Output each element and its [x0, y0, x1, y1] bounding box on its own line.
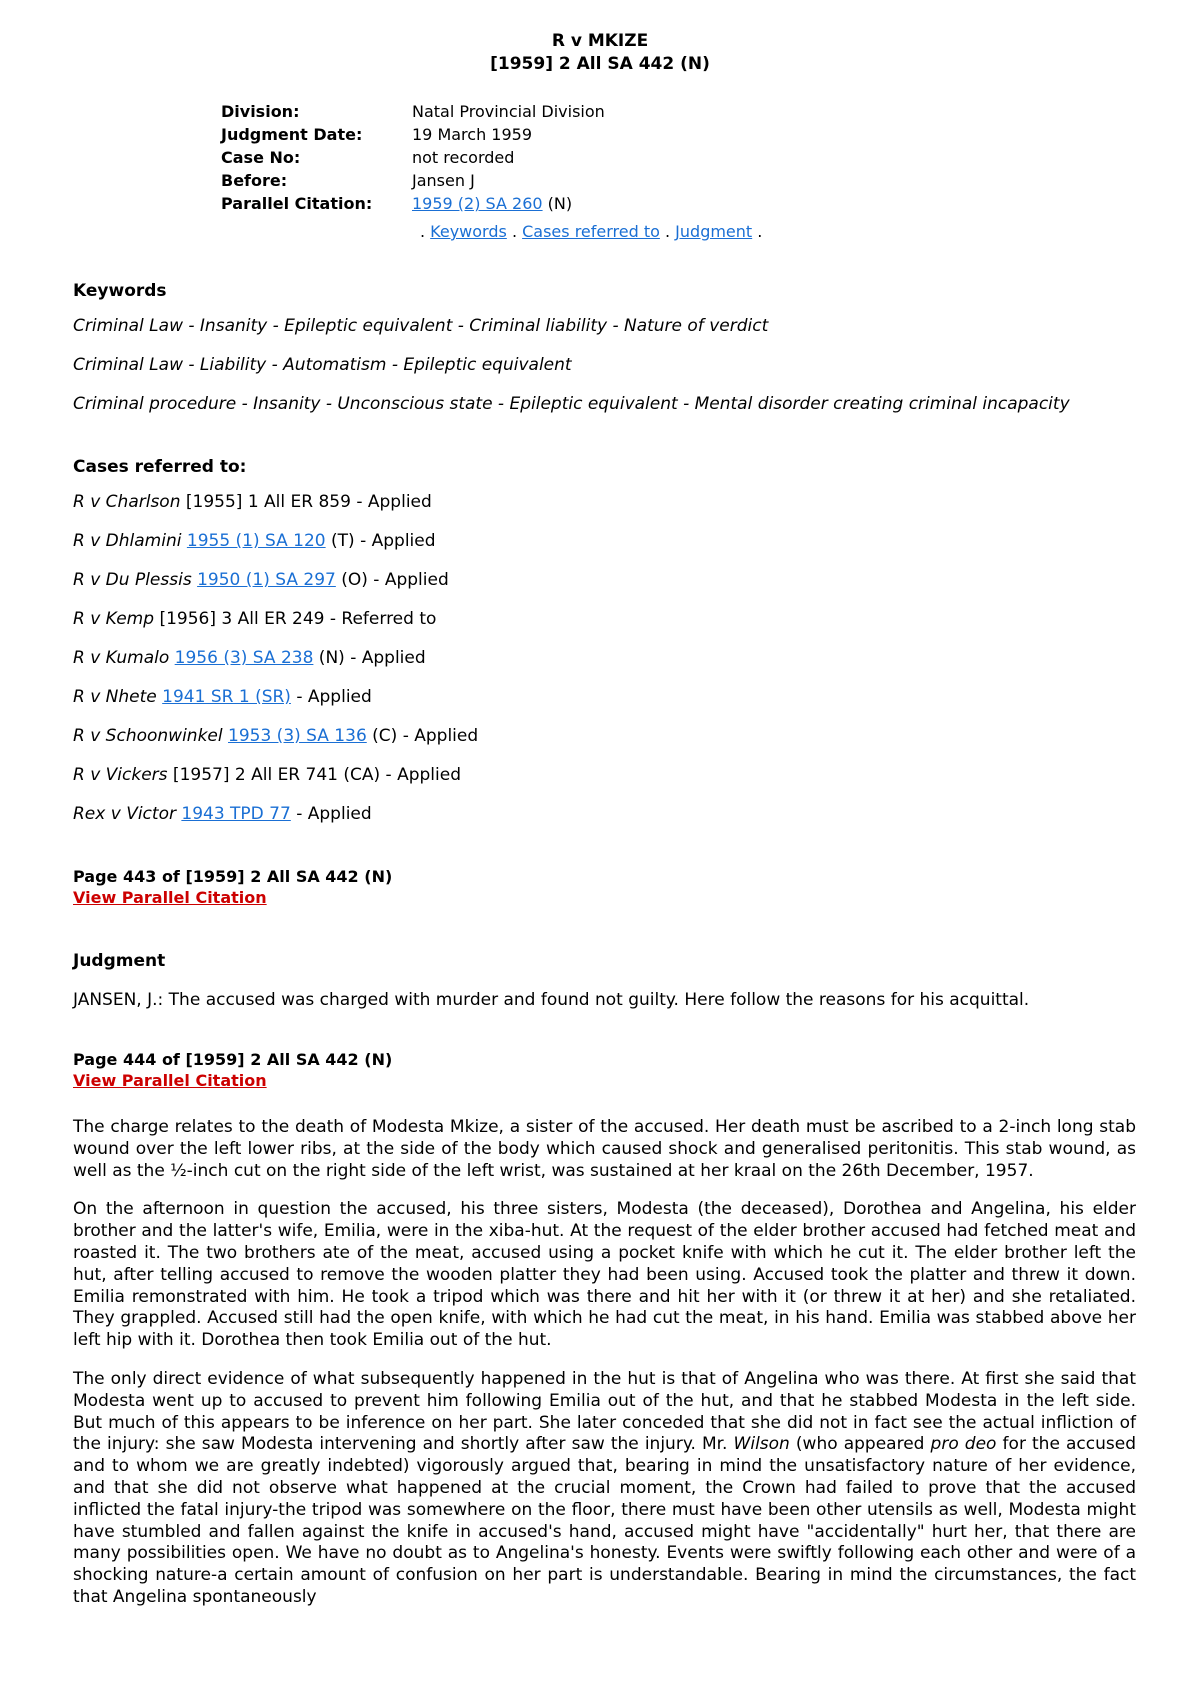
case-name: R v Charlson	[73, 492, 181, 512]
case-metadata	[221, 100, 605, 215]
judgment-paragraph: On the afternoon in question the accused, his three sisters, Modesta (the deceased), Dorothea and Angelina, his elder brother and the latter's wife, Emilia, were in the xiba-hut. At the request of the elder brother accused had fetched meat and roasted it. The two brothers ate of the meat, accused using a pocket knife with which he cut it. The elder brother left the hut, after telling accused to remove the wooden platter they had been using. Accused took the platter and threw it down. Emilia remonstrated with him. He took a tripod which was there and hit her with it (or threw it at her) and she retaliated. They grappled. Accused still had the open knife, with which he had cut the meat, in his hand. Emilia was stabbed above her left hip with it. Dorothea then took Emilia out of the hut.	[73, 1199, 1136, 1351]
case-name: R v Du Plessis	[73, 570, 192, 590]
case-name: R v Kumalo	[73, 648, 170, 668]
parallel-value	[412, 192, 572, 215]
case-name: R v Dhlamini	[73, 531, 182, 551]
before-label: Before:	[221, 171, 288, 190]
meta-division	[221, 100, 605, 123]
case-name: R v Nhete	[73, 687, 157, 707]
view-parallel-citation-link[interactable]: View Parallel Citation	[73, 1071, 267, 1090]
keywords-heading: Keywords	[73, 281, 167, 301]
before-value: Jansen J	[412, 171, 475, 190]
page-reference: Page 443 of [1959] 2 All SA 442 (N)	[73, 867, 393, 886]
document-header	[0, 30, 1200, 76]
judgment-paragraph: The only direct evidence of what subsequently happened in the hut is that of Angelina who was there. At first she said that Modesta went up to accused to prevent him following Emilia out of the hut, and that he stabbed Modesta in the left side. But much of this appears to be inference on her part. She later conceded that she did not in fact see the actual infliction of the injury: she saw Modesta intervening and shortly after saw the injury. Mr. Wilson (who appeared pro deo for the accused and to whom we are greatly indebted) vigorously argued that, bearing in mind the unsatisfactory nature of her evidence, and that she did not observe what happened at the crucial moment, the Crown had failed to prove that the accused inflicted the fatal injury-the tripod was somewhere on the floor, there must have been other utensils as well, Modesta might have stumbled and fallen against the knife in accused's hand, accused might have "accidentally" hurt her, that there are many possibilities open. We have no doubt as to Angelina's honesty. Events were swiftly following each other and were of a shocking nature-a certain amount of confusion on her part is understandable. Bearing in mind the circumstances, the fact that Angelina spontaneously	[73, 1368, 1136, 1607]
case-citation: [1959] 2 All SA 442 (N)	[490, 54, 710, 74]
parallel-suffix: (N)	[547, 194, 573, 213]
meta-date	[221, 123, 605, 146]
cases-heading: Cases referred to:	[73, 457, 247, 477]
judgment-paragraph: The charge relates to the death of Modesta Mkize, a sister of the accused. Her death must be ascribed to a 2-inch long stab wound over the left lower ribs, at the side of the body which caused shock and generalised peritonitis. This stab wound, as well as the ½-inch cut on the right side of the left wrist, was sustained at her kraal on the 26th December, 1957.	[73, 1117, 1136, 1181]
case-entry: R v Kumalo 1956 (3) SA 238 (N) - Applied	[73, 648, 426, 668]
date-value: 19 March 1959	[412, 125, 533, 144]
case-citation-link[interactable]: 1956 (3) SA 238	[174, 648, 314, 668]
case-entry: Rex v Victor 1943 TPD 77 - Applied	[73, 804, 372, 824]
case-entry: R v Vickers [1957] 2 All ER 741 (CA) - Applied	[73, 765, 461, 785]
judgment-section	[73, 950, 1136, 1012]
keyword-line: Criminal Law - Insanity - Epileptic equivalent - Criminal liability - Nature of verdict	[73, 316, 769, 336]
judgment-body	[73, 1117, 1136, 1609]
case-citation-link[interactable]: 1941 SR 1 (SR)	[162, 687, 291, 707]
view-parallel-citation-link[interactable]: View Parallel Citation	[73, 888, 267, 907]
case-citation-link[interactable]: 1953 (3) SA 136	[228, 726, 367, 746]
counsel-name: Wilson	[733, 1434, 790, 1455]
case-title: R v MKIZE	[551, 31, 649, 51]
case-citation-link[interactable]: 1943 TPD 77	[181, 804, 291, 824]
jump-cases-link[interactable]: Cases referred to	[522, 222, 660, 241]
parallel-label: Parallel Citation:	[221, 194, 373, 213]
jump-keywords-link[interactable]: Keywords	[430, 222, 507, 241]
case-citation-link[interactable]: 1955 (1) SA 120	[186, 531, 326, 551]
meta-before	[221, 169, 605, 192]
case-entry: R v Nhete 1941 SR 1 (SR) - Applied	[73, 687, 372, 707]
jump-links: . Keywords . Cases referred to . Judgment .	[420, 222, 763, 241]
case-name: R v Kemp	[73, 609, 155, 629]
case-entry: R v Du Plessis 1950 (1) SA 297 (O) - Applied	[73, 570, 449, 590]
page-443-marker	[73, 866, 1136, 908]
case-name: R v Vickers	[73, 765, 168, 785]
case-entry: R v Kemp [1956] 3 All ER 249 - Referred to	[73, 609, 437, 629]
division-label: Division:	[221, 102, 300, 121]
jump-judgment-link[interactable]: Judgment	[675, 222, 753, 241]
case-citation-link[interactable]: 1950 (1) SA 297	[197, 570, 336, 590]
cases-section	[73, 456, 1136, 826]
keyword-line: Criminal Law - Liability - Automatism - Epileptic equivalent	[73, 355, 572, 375]
caseno-label: Case No:	[221, 148, 301, 167]
judgment-intro: JANSEN, J.: The accused was charged with murder and found not guilty. Here follow the reasons for his acquittal.	[73, 990, 1030, 1010]
caseno-value: not recorded	[412, 148, 515, 167]
judgment-heading: Judgment	[73, 951, 166, 971]
date-label: Judgment Date:	[221, 125, 363, 144]
latin-term: pro deo	[930, 1434, 997, 1455]
case-entry: R v Dhlamini 1955 (1) SA 120 (T) - Applied	[73, 531, 436, 551]
division-value: Natal Provincial Division	[412, 102, 605, 121]
case-name: Rex v Victor	[73, 804, 176, 824]
page-reference: Page 444 of [1959] 2 All SA 442 (N)	[73, 1050, 393, 1069]
keywords-section	[73, 280, 1136, 416]
meta-caseno	[221, 146, 605, 169]
parallel-citation-link[interactable]: 1959 (2) SA 260	[412, 194, 543, 213]
case-entry: R v Schoonwinkel 1953 (3) SA 136 (C) - Applied	[73, 726, 479, 746]
keyword-line: Criminal procedure - Insanity - Unconscious state - Epileptic equivalent - Mental disorder creating criminal incapacity	[73, 394, 1070, 414]
case-name: R v Schoonwinkel	[73, 726, 223, 746]
page-444-marker	[73, 1049, 1136, 1091]
meta-parallel	[221, 192, 605, 215]
case-list	[73, 491, 1136, 826]
case-entry: R v Charlson [1955] 1 All ER 859 - Applied	[73, 492, 432, 512]
